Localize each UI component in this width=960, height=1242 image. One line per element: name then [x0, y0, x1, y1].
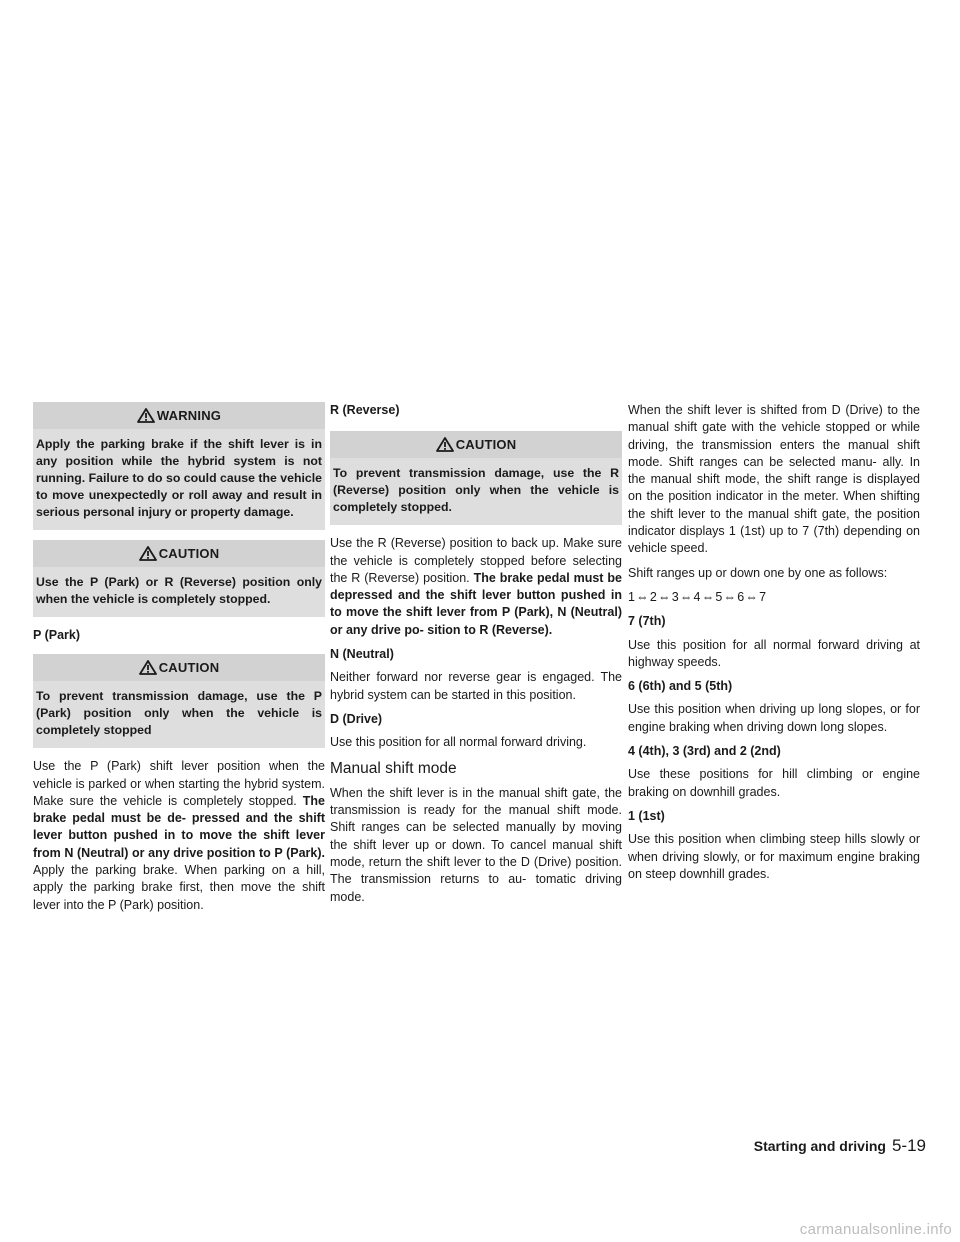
park-paragraph [33, 758, 325, 914]
warning-text: Apply the parking brake if the shift lever is in any position while the hybrid system is not running. Failure to do so could cause the vehicle to move unexpectedly or roll away and result in serious personal injury or property damage. [36, 437, 322, 519]
caution-box-1 [33, 540, 325, 617]
reverse-text-1: Use the R (Reverse) position to back up. Make sure the vehicle is completely stopped before selecting the R (Reverse) position. [330, 536, 622, 585]
column-2 [330, 402, 622, 913]
manual-shift-paragraph: When the shift lever is in the manual shift gate, the transmission is ready for the manual shift mode. Shift ranges can be selected manually by moving the shift lever up or down. To cancel manual shift mode, return the shift lever to the D (Drive) position. The transmission returns to au- tomatic driving mode. [330, 785, 622, 904]
park-text-2: Apply the parking brake. When parking on a hill, apply the parking brake first, then move the shift lever into the P (Park) position. [33, 863, 325, 912]
caution-title: CAUTION [455, 437, 517, 453]
neutral-heading: N (Neutral) [330, 647, 394, 662]
park-heading: P (Park) [33, 628, 81, 642]
gear-4-3-2-paragraph: Use these positions for hill climbing or engine braking on downhill grades. [628, 767, 920, 799]
caution-title: CAUTION [158, 660, 220, 676]
caution-title: CAUTION [158, 545, 220, 561]
warning-triangle-icon [436, 437, 454, 452]
page-footer [754, 1136, 926, 1156]
park-text-1: Use the P (Park) shift lever position when the vehicle is parked or when starting the hybrid system. Make sure the vehicle is completely stopped. [33, 759, 325, 808]
gear-1-heading: 1 (1st) [628, 808, 665, 823]
reverse-paragraph [330, 535, 622, 639]
neutral-paragraph: Neither forward nor reverse gear is engaged. The hybrid system can be started in this position. [330, 670, 622, 702]
gear-7-heading: 7 (7th) [628, 614, 666, 629]
gear-1-paragraph: Use this position when climbing steep hills slowly or when driving slowly, or for maximum engine braking on steep downhill grades. [628, 832, 920, 881]
warning-triangle-icon [137, 408, 155, 423]
page-number: 5-19 [891, 1136, 926, 1155]
drive-heading: D (Drive) [330, 711, 383, 726]
gear-4-3-2-heading: 4 (4th), 3 (3rd) and 2 (2nd) [628, 744, 781, 759]
warning-triangle-icon [139, 660, 157, 675]
caution-header [33, 540, 325, 567]
caution-box-3 [330, 431, 622, 525]
caution-text: Use the P (Park) or R (Reverse) position only when the vehicle is completely stopped. [36, 575, 322, 606]
watermark: carmanualsonline.info [799, 1221, 952, 1238]
gear-7-paragraph: Use this position for all normal forward driving at highway speeds. [628, 637, 920, 669]
footer-section: Starting and driving [753, 1138, 886, 1154]
caution-box-2 [33, 654, 325, 748]
caution-text: To prevent transmission damage, use the R (Reverse) position only when the vehicle is completely stopped. [333, 466, 619, 515]
reverse-text-bold: The brake pedal must be depressed and the shift lever button pushed in to move the shift lever from P (Park), N (Neutral) or any drive po- sition to R (Reverse). [330, 570, 622, 637]
warning-box [33, 402, 325, 530]
park-text-bold: The brake pedal must be de- pressed and the shift lever button pushed in to move the shift lever from N (Neutral) or any drive position to P (Park). [33, 793, 325, 860]
shift-sequence: 1⇔2⇔3⇔4⇔5⇔6⇔7 [628, 589, 768, 604]
caution-header [33, 654, 325, 681]
gear-6-5-paragraph: Use this position when driving up long slopes, or for engine braking when driving down long slopes. [628, 702, 920, 734]
shift-ranges-paragraph: Shift ranges up or down one by one as follows: [628, 565, 888, 580]
manual-intro-paragraph: When the shift lever is shifted from D (Drive) to the manual shift gate with the vehicle stopped or while driving, the transmission enters the manual shift mode. Shift ranges can be selected manu- ally. In the manual shift mode, the shift range is displayed on the position indicator in the meter. When shifting the shift lever to the manual shift gate, the position indicator displays 1 (1st) up to 7 (7th) depending on vehicle speed. [628, 403, 920, 556]
warning-triangle-icon [139, 546, 157, 561]
warning-title: WARNING [156, 407, 222, 423]
warning-header [33, 402, 325, 429]
column-1 [33, 402, 325, 921]
reverse-heading: R (Reverse) [330, 403, 400, 417]
caution-header [330, 431, 622, 458]
drive-paragraph: Use this position for all normal forward driving. [330, 735, 587, 750]
column-3 [628, 402, 920, 890]
gear-6-5-heading: 6 (6th) and 5 (5th) [628, 679, 733, 694]
caution-text: To prevent transmission damage, use the P (Park) position only when the vehicle is completely stopped [36, 689, 322, 738]
manual-shift-title: Manual shift mode [330, 759, 457, 777]
